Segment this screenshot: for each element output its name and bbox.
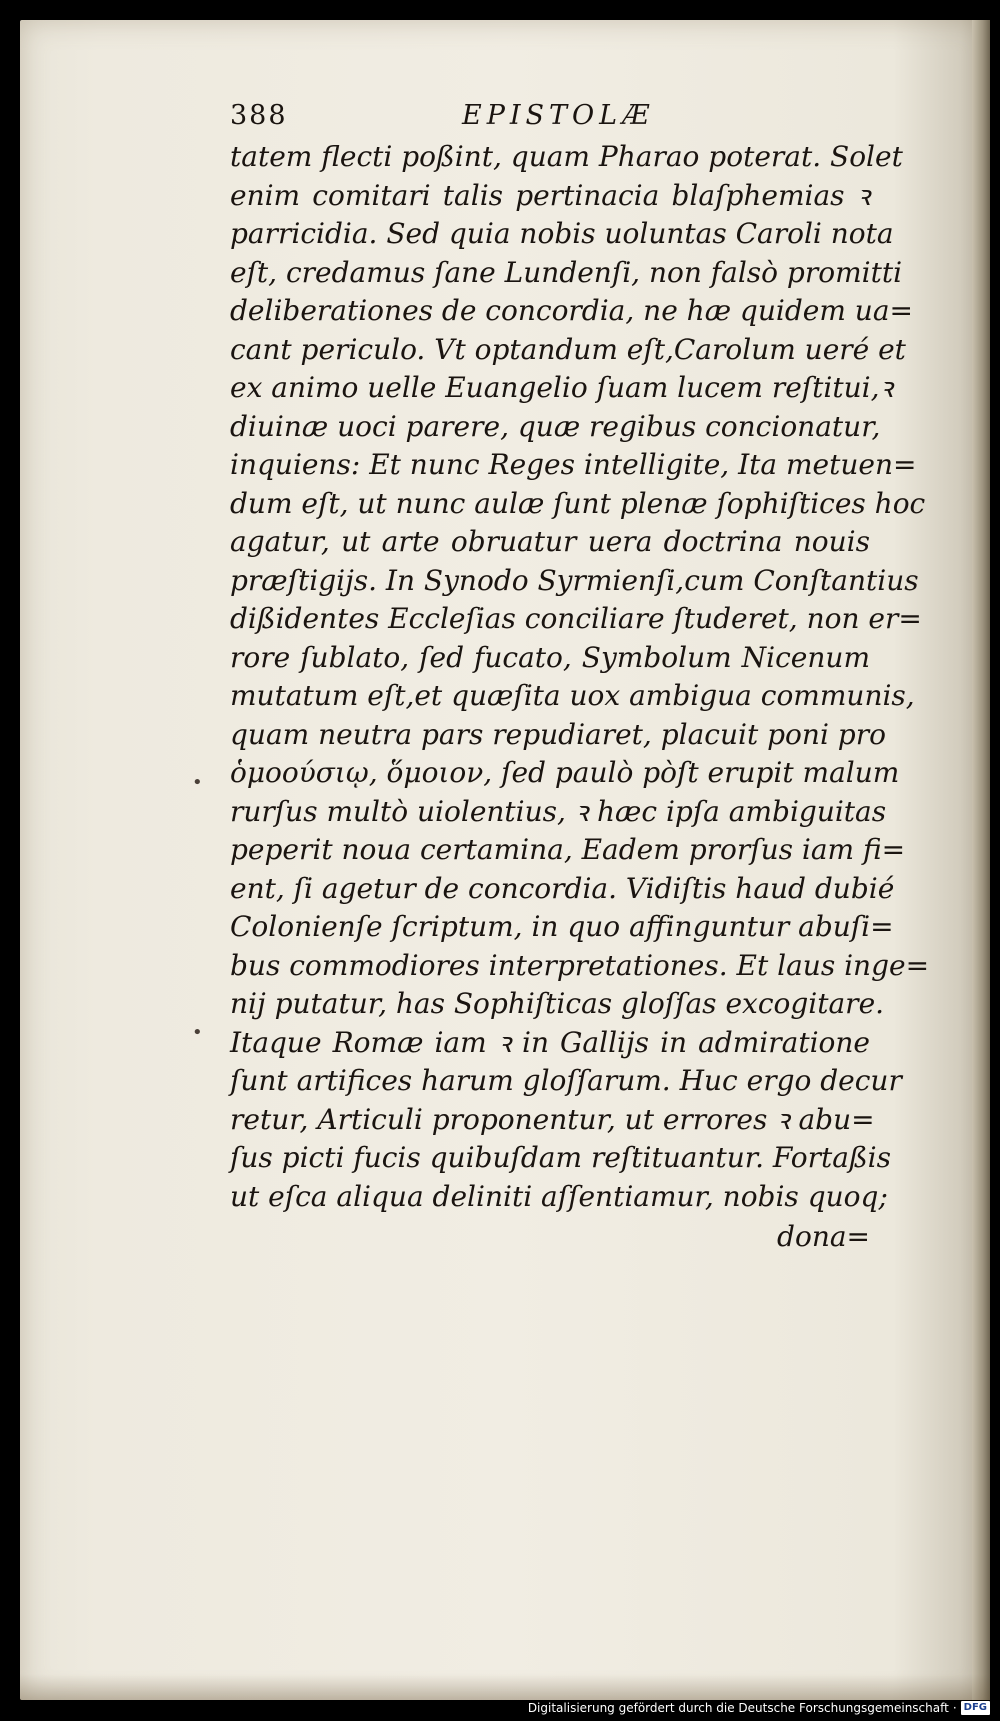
text-line: ent, ſi agetur de concordia. Vidiſtis haud dubié	[230, 871, 895, 905]
catchword: dona=	[777, 1220, 870, 1253]
text-line: agatur, ut arte obruatur uera doctrina nouis	[230, 525, 870, 558]
text-line: retur, Articuli proponentur, ut errores ꝛ abu=	[230, 1102, 875, 1136]
book-page	[20, 20, 990, 1700]
body-text	[230, 138, 930, 1216]
text-line: ex animo uelle Euangelio ſuam lucem reſtitui,ꝛ	[230, 371, 893, 404]
text-line: Itaque Romæ iam ꝛ in Gallijs in admiratione	[230, 1025, 870, 1059]
text-line: dißidentes Eccleſias conciliare ſtuderet, non er=	[230, 602, 922, 635]
text-line: eſt, credamus ſane Lundenſi, non falsò promitti	[230, 255, 903, 289]
text-line: ut eſca aliqua deliniti aſſentiamur, nobis quoq;	[230, 1179, 888, 1213]
text-line: ſus picti fucis quibuſdam reſtituantur. Fortaßis	[230, 1141, 891, 1174]
running-head-title: EPISTOLÆ	[462, 100, 655, 131]
page-edge	[972, 20, 990, 1700]
text-line: diuinæ uoci parere, quæ regibus concionatur,	[230, 409, 881, 443]
text-line: cant periculo. Vt optandum eſt,Carolum ueré et	[230, 332, 906, 366]
text-line: tatem flecti poßint, quam Pharao poterat. Solet	[230, 140, 903, 173]
text-line: inquiens: Et nunc Reges intelligite, Ita metuen=	[230, 448, 917, 481]
text-line: mutatum eſt,et quæſita uox ambigua communis,	[230, 679, 915, 712]
dfg-logo: DFG	[961, 1701, 990, 1715]
text-line: rore ſublato, ſed fucato, Symbolum Nicenum	[230, 640, 870, 674]
text-line: ſunt artifices harum gloſſarum. Huc ergo decur	[230, 1064, 902, 1097]
text-line: quam neutra pars repudiaret, placuit poni pro	[230, 717, 886, 751]
credit-text: Digitalisierung gefördert durch die Deutsche Forschungsgemeinschaft	[527, 1701, 949, 1715]
margin-dot-mark: •	[192, 772, 203, 793]
text-line: dum eſt, ut nunc aulæ ſunt plenæ ſophiſtices hoc	[230, 486, 926, 520]
text-line: præſtigijs. In Synodo Syrmienſi,cum Conſtantius	[230, 563, 919, 597]
running-head	[230, 92, 870, 138]
text-line: peperit noua certamina, Eadem prorſus iam fi=	[230, 833, 906, 866]
page-number: 388	[230, 100, 288, 131]
text-line: bus commodiores interpretationes. Et laus inge=	[230, 948, 930, 982]
text-line: deliberationes de concordia, ne hæ quidem ua=	[230, 294, 913, 327]
page-bottom-shadow	[20, 1674, 990, 1700]
digitization-credit: Digitalisierung gefördert durch die Deutsche Forschungsgemeinschaft · DFG	[528, 1701, 990, 1715]
text-line: ὁμοούσιῳ, ὅμοιον, ſed paulò pòſt erupit malum	[230, 756, 900, 789]
text-line: rurſus multò uiolentius, ꝛ hæc ipſa ambiguitas	[230, 794, 887, 828]
text-line: enim comitari talis pertinacia blaſphemias ꝛ	[230, 178, 870, 212]
text-line: nij putatur, has Sophiſticas gloſſas excogitare.	[230, 987, 885, 1020]
text-block	[230, 92, 930, 1257]
text-line: Colonienſe ſcriptum, in quo affinguntur abuſi=	[230, 910, 894, 943]
text-line: parricidia. Sed quia nobis uoluntas Caroli nota	[230, 217, 894, 250]
margin-dot-mark: •	[192, 1022, 203, 1043]
